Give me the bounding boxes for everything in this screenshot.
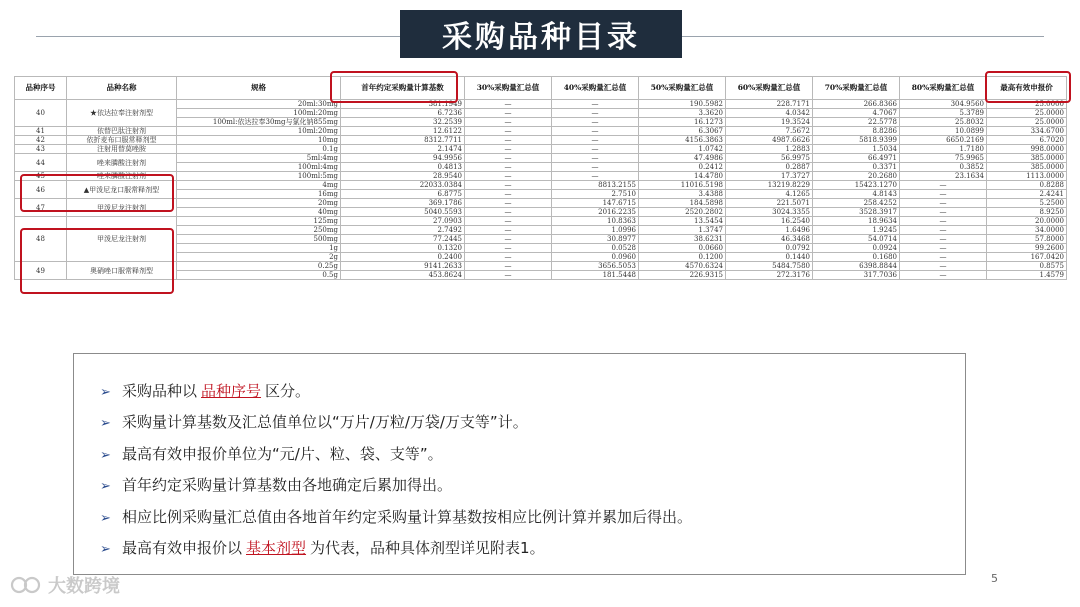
note-item xyxy=(100,502,965,533)
value-cell: 54.0714 xyxy=(813,235,900,244)
spec-cell: 2g xyxy=(177,253,341,262)
table-row xyxy=(15,262,1067,271)
value-cell: 3656.5053 xyxy=(552,262,639,271)
seq-cell: 49 xyxy=(15,262,67,280)
value-cell: — xyxy=(900,253,987,262)
value-cell: 4.7067 xyxy=(813,109,900,118)
value-cell: 334.6700 xyxy=(987,127,1067,136)
spec-cell: 500mg xyxy=(177,235,341,244)
seq-cell: 42 xyxy=(15,136,67,145)
value-cell: 190.5982 xyxy=(639,100,726,109)
note-text-after: 为代表，品种具体剂型详见附表1。 xyxy=(310,538,545,557)
value-cell: 75.9965 xyxy=(900,154,987,163)
table-row xyxy=(15,217,1067,226)
value-cell: 1.3747 xyxy=(639,226,726,235)
value-cell: 4.1265 xyxy=(726,190,813,199)
drug-name-cell: ▲甲泼尼龙口服常释剂型 xyxy=(67,181,177,199)
arrow-bullet-icon: ➢ xyxy=(100,416,111,432)
table-row xyxy=(15,145,1067,154)
spec-cell: 4mg xyxy=(177,181,341,190)
value-cell: 0.0792 xyxy=(726,244,813,253)
watermark-text: 大数跨境 xyxy=(48,576,120,597)
value-cell: 47.4986 xyxy=(639,154,726,163)
value-cell: 77.2445 xyxy=(341,235,465,244)
value-cell: 1.4579 xyxy=(987,271,1067,280)
spec-cell: 0.1g xyxy=(177,145,341,154)
col-header: 50%采购量汇总值 xyxy=(639,77,726,100)
value-cell: 2016.2235 xyxy=(552,208,639,217)
value-cell: — xyxy=(465,127,552,136)
value-cell: 9141.2633 xyxy=(341,262,465,271)
value-cell: 6398.8844 xyxy=(813,262,900,271)
value-cell: 23.1634 xyxy=(900,172,987,181)
seq-cell: 44 xyxy=(15,154,67,172)
table-row xyxy=(15,181,1067,190)
value-cell: 16.1273 xyxy=(639,118,726,127)
value-cell: 266.8366 xyxy=(813,100,900,109)
value-cell: — xyxy=(465,208,552,217)
value-cell: 1.0996 xyxy=(552,226,639,235)
spec-cell: 5ml:4mg xyxy=(177,154,341,163)
note-text-after: 区分。 xyxy=(265,382,311,400)
value-cell: 184.5898 xyxy=(639,199,726,208)
value-cell: — xyxy=(552,172,639,181)
drug-name-cell: 唑来膦酸注射剂 xyxy=(67,154,177,172)
spec-cell: 100ml:4mg xyxy=(177,163,341,172)
value-cell: 385.0000 xyxy=(987,154,1067,163)
drug-name-cell: ★依达拉奉注射剂型 xyxy=(67,100,177,127)
value-cell: — xyxy=(465,172,552,181)
table-row xyxy=(15,100,1067,109)
note-text: 采购量计算基数及汇总值单位以“万片/万粒/万袋/万支等”计。 xyxy=(122,413,528,432)
value-cell: — xyxy=(465,253,552,262)
col-header: 最高有效申报价 xyxy=(987,77,1067,100)
seq-cell: 47 xyxy=(15,199,67,217)
value-cell: 99.2600 xyxy=(987,244,1067,253)
value-cell: 5040.5593 xyxy=(341,208,465,217)
col-header: 首年约定采购量计算基数 xyxy=(341,77,465,100)
table-row xyxy=(15,136,1067,145)
value-cell: 25.0000 xyxy=(987,100,1067,109)
seq-cell: 46 xyxy=(15,181,67,199)
value-cell: 6650.2169 xyxy=(900,136,987,145)
note-item xyxy=(100,439,965,470)
value-cell: — xyxy=(900,217,987,226)
value-cell: 14.4780 xyxy=(639,172,726,181)
drug-name-cell: 注射用替莫唑胺 xyxy=(67,145,177,154)
value-cell: 147.6715 xyxy=(552,199,639,208)
value-cell: 3528.3917 xyxy=(813,208,900,217)
table-row xyxy=(15,199,1067,208)
arrow-bullet-icon: ➢ xyxy=(100,447,111,463)
spec-cell: 40mg xyxy=(177,208,341,217)
spec-cell: 100ml:5mg xyxy=(177,172,341,181)
col-header: 品种名称 xyxy=(67,77,177,100)
spec-cell: 1g xyxy=(177,244,341,253)
value-cell: 5.2500 xyxy=(987,199,1067,208)
value-cell: 1.6496 xyxy=(726,226,813,235)
value-cell: — xyxy=(900,271,987,280)
spec-cell: 10mg xyxy=(177,136,341,145)
seq-cell: 40 xyxy=(15,100,67,127)
value-cell: 317.7036 xyxy=(813,271,900,280)
arrow-bullet-icon: ➢ xyxy=(100,541,111,557)
value-cell: 4570.6324 xyxy=(639,262,726,271)
value-cell: 25.0000 xyxy=(987,109,1067,118)
drug-name-cell: 甲泼尼龙注射剂 xyxy=(67,217,177,262)
drug-name-cell: 依折麦布口服常释剂型 xyxy=(67,136,177,145)
value-cell: 385.0000 xyxy=(987,163,1067,172)
value-cell: 272.3176 xyxy=(726,271,813,280)
value-cell: — xyxy=(465,235,552,244)
value-cell: 10.0899 xyxy=(900,127,987,136)
value-cell: 228.7171 xyxy=(726,100,813,109)
value-cell: 4.8143 xyxy=(813,190,900,199)
value-cell: 8.8286 xyxy=(813,127,900,136)
value-cell: 167.0420 xyxy=(987,253,1067,262)
value-cell: 1113.0000 xyxy=(987,172,1067,181)
value-cell: 2.4241 xyxy=(987,190,1067,199)
spec-cell: 16mg xyxy=(177,190,341,199)
value-cell: 2520.2802 xyxy=(639,208,726,217)
value-cell: 57.8000 xyxy=(987,235,1067,244)
value-cell: 0.8288 xyxy=(987,181,1067,190)
value-cell: — xyxy=(465,109,552,118)
spec-cell: 0.25g xyxy=(177,262,341,271)
value-cell: 1.5034 xyxy=(813,145,900,154)
value-cell: 1.0742 xyxy=(639,145,726,154)
value-cell: 25.8032 xyxy=(900,118,987,127)
col-header: 40%采购量汇总值 xyxy=(552,77,639,100)
value-cell: 381.1949 xyxy=(341,100,465,109)
value-cell: 304.9560 xyxy=(900,100,987,109)
page-title: 采购品种目录 xyxy=(400,10,682,58)
value-cell: 22.5778 xyxy=(813,118,900,127)
value-cell: 0.3371 xyxy=(813,163,900,172)
note-text: 最高有效申报价以 xyxy=(122,538,243,557)
value-cell: — xyxy=(465,145,552,154)
value-cell: 56.9975 xyxy=(726,154,813,163)
value-cell: — xyxy=(900,208,987,217)
value-cell: 6.7236 xyxy=(341,109,465,118)
value-cell: 8312.7711 xyxy=(341,136,465,145)
value-cell: 66.4971 xyxy=(813,154,900,163)
drug-name-cell: 依替巴肽注射剂 xyxy=(67,127,177,136)
value-cell: 6.7020 xyxy=(987,136,1067,145)
value-cell: — xyxy=(900,190,987,199)
notes-box xyxy=(73,353,966,575)
value-cell: 221.5071 xyxy=(726,199,813,208)
note-item xyxy=(100,470,965,501)
value-cell: 258.4252 xyxy=(813,199,900,208)
value-cell: 19.3524 xyxy=(726,118,813,127)
value-cell: — xyxy=(465,271,552,280)
value-cell: 12.6122 xyxy=(341,127,465,136)
table-header-row xyxy=(15,77,1067,100)
value-cell: 1.7180 xyxy=(900,145,987,154)
value-cell: 13.5454 xyxy=(639,217,726,226)
drug-name-cell: 唑来膦酸注射剂 xyxy=(67,172,177,181)
seq-cell: 45 xyxy=(15,172,67,181)
value-cell: — xyxy=(900,244,987,253)
value-cell: — xyxy=(900,235,987,244)
value-cell: — xyxy=(465,199,552,208)
value-cell: 1.2883 xyxy=(726,145,813,154)
value-cell: 18.9634 xyxy=(813,217,900,226)
col-header: 规格 xyxy=(177,77,341,100)
watermark xyxy=(10,572,120,598)
spec-cell: 20mg xyxy=(177,199,341,208)
value-cell: 453.8624 xyxy=(341,271,465,280)
arrow-bullet-icon: ➢ xyxy=(100,479,111,495)
value-cell: 32.2539 xyxy=(341,118,465,127)
note-text: 相应比例采购量汇总值由各地首年约定采购量计算基数按相应比例计算并累加后得出。 xyxy=(122,507,693,526)
value-cell: 1.9245 xyxy=(813,226,900,235)
arrow-bullet-icon: ➢ xyxy=(100,510,111,526)
value-cell: 8813.2155 xyxy=(552,181,639,190)
seq-cell: 41 xyxy=(15,127,67,136)
value-cell: 0.4813 xyxy=(341,163,465,172)
spec-cell: 10ml:20mg xyxy=(177,127,341,136)
watermark-logo-icon xyxy=(10,574,44,596)
value-cell: — xyxy=(552,154,639,163)
value-cell: — xyxy=(465,118,552,127)
value-cell: 0.8575 xyxy=(987,262,1067,271)
value-cell: 46.3468 xyxy=(726,235,813,244)
value-cell: 5484.7580 xyxy=(726,262,813,271)
col-header: 80%采购量汇总值 xyxy=(900,77,987,100)
value-cell: 998.0000 xyxy=(987,145,1067,154)
value-cell: 11016.5198 xyxy=(639,181,726,190)
value-cell: 0.1320 xyxy=(341,244,465,253)
value-cell: 16.2540 xyxy=(726,217,813,226)
value-cell: 22033.0384 xyxy=(341,181,465,190)
value-cell: 30.8977 xyxy=(552,235,639,244)
value-cell: 3024.3355 xyxy=(726,208,813,217)
value-cell: 0.0660 xyxy=(639,244,726,253)
note-item xyxy=(100,533,965,564)
value-cell: 10.8363 xyxy=(552,217,639,226)
value-cell: — xyxy=(552,118,639,127)
value-cell: — xyxy=(900,199,987,208)
value-cell: 0.3852 xyxy=(900,163,987,172)
value-cell: 3.3620 xyxy=(639,109,726,118)
value-cell: — xyxy=(465,217,552,226)
value-cell: — xyxy=(552,109,639,118)
value-cell: 25.0000 xyxy=(987,118,1067,127)
value-cell: 15423.1270 xyxy=(813,181,900,190)
value-cell: 20.2680 xyxy=(813,172,900,181)
note-text: 首年约定采购量计算基数由各地确定后累加得出。 xyxy=(122,476,453,495)
value-cell: 4156.3863 xyxy=(639,136,726,145)
page-number: 5 xyxy=(991,572,998,585)
value-cell: 0.0960 xyxy=(552,253,639,262)
value-cell: — xyxy=(900,226,987,235)
value-cell: 20.0000 xyxy=(987,217,1067,226)
value-cell: — xyxy=(900,181,987,190)
note-emphasis: 基本剂型 xyxy=(246,538,307,557)
value-cell: — xyxy=(465,136,552,145)
value-cell: 3.4388 xyxy=(639,190,726,199)
value-cell: 0.0528 xyxy=(552,244,639,253)
seq-cell: 43 xyxy=(15,145,67,154)
value-cell: 5818.9399 xyxy=(813,136,900,145)
value-cell: 0.2400 xyxy=(341,253,465,262)
note-item xyxy=(100,407,965,438)
value-cell: 8.9250 xyxy=(987,208,1067,217)
seq-cell: 48 xyxy=(15,217,67,262)
value-cell: 0.0924 xyxy=(813,244,900,253)
value-cell: 181.5448 xyxy=(552,271,639,280)
value-cell: 27.0903 xyxy=(341,217,465,226)
value-cell: — xyxy=(552,100,639,109)
value-cell: — xyxy=(465,226,552,235)
value-cell: 0.1200 xyxy=(639,253,726,262)
value-cell: 0.2412 xyxy=(639,163,726,172)
spec-cell: 0.5g xyxy=(177,271,341,280)
spec-cell: 100ml:依达拉奉30mg与氯化钠855mg xyxy=(177,118,341,127)
value-cell: 28.9540 xyxy=(341,172,465,181)
value-cell: — xyxy=(465,190,552,199)
value-cell: 94.9956 xyxy=(341,154,465,163)
value-cell: 7.5672 xyxy=(726,127,813,136)
value-cell: — xyxy=(465,244,552,253)
notes-list xyxy=(74,354,965,564)
value-cell: 369.1786 xyxy=(341,199,465,208)
value-cell: 38.6231 xyxy=(639,235,726,244)
arrow-bullet-icon: ➢ xyxy=(100,385,111,400)
note-emphasis: 品种序号 xyxy=(201,382,262,400)
spec-cell: 100ml:20mg xyxy=(177,109,341,118)
value-cell: 4.0342 xyxy=(726,109,813,118)
spec-cell: 250mg xyxy=(177,226,341,235)
value-cell: — xyxy=(552,163,639,172)
value-cell: — xyxy=(465,100,552,109)
value-cell: 13219.8229 xyxy=(726,181,813,190)
value-cell: — xyxy=(552,145,639,154)
value-cell: — xyxy=(552,136,639,145)
value-cell: 2.1474 xyxy=(341,145,465,154)
spec-cell: 20ml:30mg xyxy=(177,100,341,109)
drug-name-cell: 奥硝唑口服常释剂型 xyxy=(67,262,177,280)
value-cell: 4987.6626 xyxy=(726,136,813,145)
value-cell: 5.3789 xyxy=(900,109,987,118)
value-cell: 2.7510 xyxy=(552,190,639,199)
spec-cell: 125mg xyxy=(177,217,341,226)
value-cell: — xyxy=(552,127,639,136)
drug-name-cell: 甲泼尼龙注射剂 xyxy=(67,199,177,217)
note-text: 采购品种以 xyxy=(122,382,198,400)
value-cell: 6.3067 xyxy=(639,127,726,136)
value-cell: 17.3727 xyxy=(726,172,813,181)
value-cell: 34.0000 xyxy=(987,226,1067,235)
table-row xyxy=(15,127,1067,136)
value-cell: — xyxy=(465,154,552,163)
col-header: 30%采购量汇总值 xyxy=(465,77,552,100)
value-cell: 6.8775 xyxy=(341,190,465,199)
col-header: 60%采购量汇总值 xyxy=(726,77,813,100)
value-cell: — xyxy=(465,262,552,271)
value-cell: 0.1680 xyxy=(813,253,900,262)
col-header: 70%采购量汇总值 xyxy=(813,77,900,100)
value-cell: 226.9315 xyxy=(639,271,726,280)
value-cell: 0.1440 xyxy=(726,253,813,262)
value-cell: 0.2887 xyxy=(726,163,813,172)
table-body xyxy=(15,100,1067,280)
procurement-catalog-table xyxy=(14,76,1067,280)
value-cell: — xyxy=(900,262,987,271)
note-text: 最高有效申报价单位为“元/片、粒、袋、支等”。 xyxy=(122,444,443,463)
col-header: 品种序号 xyxy=(15,77,67,100)
value-cell: 2.7492 xyxy=(341,226,465,235)
value-cell: — xyxy=(465,181,552,190)
table-row xyxy=(15,154,1067,163)
value-cell: — xyxy=(465,163,552,172)
table-row xyxy=(15,172,1067,181)
note-item xyxy=(100,376,965,407)
